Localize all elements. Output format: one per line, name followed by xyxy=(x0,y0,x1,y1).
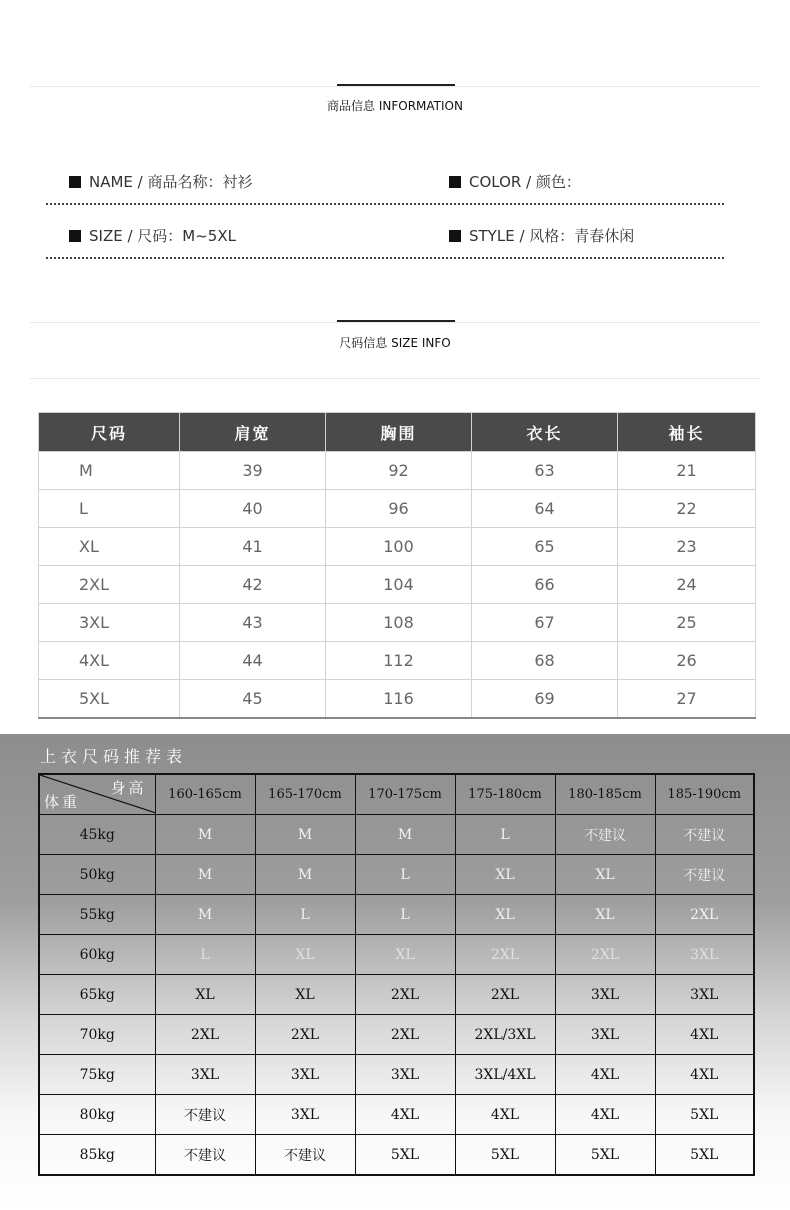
table-cell: 4XL xyxy=(355,1095,455,1135)
table-cell: 66 xyxy=(472,566,618,604)
recommend-table xyxy=(38,773,755,1176)
size-table xyxy=(38,412,756,719)
table-cell: 21 xyxy=(618,452,756,490)
table-cell: XL xyxy=(555,895,655,935)
table-cell: 不建议 xyxy=(555,815,655,855)
size-cell: 4XL xyxy=(39,642,180,680)
table-cell: L xyxy=(355,855,455,895)
table-cell: L xyxy=(455,815,555,855)
header-cell: 尺码 xyxy=(39,413,180,452)
table-cell: 5XL xyxy=(655,1135,754,1176)
table-cell: M xyxy=(155,815,255,855)
table-cell: 3XL xyxy=(155,1055,255,1095)
weight-cell: 55kg xyxy=(39,895,155,935)
table-cell: XL xyxy=(455,855,555,895)
height-header: 165-170cm xyxy=(255,774,355,815)
info-style xyxy=(449,225,634,246)
table-cell: 44 xyxy=(180,642,326,680)
size-cell: XL xyxy=(39,528,180,566)
table-cell: M xyxy=(255,815,355,855)
table-cell: L xyxy=(155,935,255,975)
info-name-text: NAME / 商品名称：衬衫 xyxy=(89,173,253,191)
weight-cell: 65kg xyxy=(39,975,155,1015)
table-cell: 不建议 xyxy=(155,1095,255,1135)
table-cell: 40 xyxy=(180,490,326,528)
table-cell: 24 xyxy=(618,566,756,604)
table-row xyxy=(39,1015,754,1055)
header-cell: 衣长 xyxy=(472,413,618,452)
table-row xyxy=(39,642,756,680)
header-cell: 肩宽 xyxy=(180,413,326,452)
size-section-title: 尺码信息 SIZE INFO xyxy=(339,336,451,350)
table-cell: 2XL xyxy=(555,935,655,975)
table-cell: 5XL xyxy=(355,1135,455,1176)
weight-cell: 60kg xyxy=(39,935,155,975)
table-cell: 68 xyxy=(472,642,618,680)
table-cell: 64 xyxy=(472,490,618,528)
table-cell: 3XL xyxy=(655,935,754,975)
table-row xyxy=(39,566,756,604)
table-cell: 4XL xyxy=(455,1095,555,1135)
table-cell: L xyxy=(355,895,455,935)
info-name xyxy=(69,171,253,192)
square-bullet-icon xyxy=(449,176,461,188)
table-cell: 不建议 xyxy=(655,815,754,855)
weight-cell: 70kg xyxy=(39,1015,155,1055)
table-cell: 23 xyxy=(618,528,756,566)
size-table-header xyxy=(39,413,756,452)
weight-cell: 75kg xyxy=(39,1055,155,1095)
table-row xyxy=(39,1095,754,1135)
corner-weight-label: 体重 xyxy=(44,793,81,811)
table-row xyxy=(39,975,754,1015)
size-cell: 5XL xyxy=(39,680,180,719)
table-cell: 2XL xyxy=(155,1015,255,1055)
corner-cell xyxy=(39,774,155,815)
table-cell: 67 xyxy=(472,604,618,642)
weight-cell: 45kg xyxy=(39,815,155,855)
table-cell: 39 xyxy=(180,452,326,490)
table-cell: 108 xyxy=(326,604,472,642)
table-cell: 不建议 xyxy=(655,855,754,895)
table-row xyxy=(39,680,756,719)
weight-cell: 85kg xyxy=(39,1135,155,1176)
size-cell: 3XL xyxy=(39,604,180,642)
size-bottom-line xyxy=(30,378,760,379)
table-cell: 2XL/3XL xyxy=(455,1015,555,1055)
info-size-text: SIZE / 尺码：M~5XL xyxy=(89,227,236,245)
table-row xyxy=(39,490,756,528)
info-section-title: 商品信息 INFORMATION xyxy=(327,99,463,113)
table-cell: 69 xyxy=(472,680,618,719)
table-cell: 22 xyxy=(618,490,756,528)
dotted-divider xyxy=(46,257,724,259)
table-cell: 2XL xyxy=(255,1015,355,1055)
weight-cell: 80kg xyxy=(39,1095,155,1135)
recommend-title: 上衣尺码推荐表 xyxy=(40,747,188,766)
table-cell: 104 xyxy=(326,566,472,604)
table-cell: 3XL xyxy=(555,1015,655,1055)
table-cell: 42 xyxy=(180,566,326,604)
square-bullet-icon xyxy=(449,230,461,242)
table-cell: M xyxy=(255,855,355,895)
info-color-text: COLOR / 颜色： xyxy=(469,173,581,191)
header-cell: 袖长 xyxy=(618,413,756,452)
table-cell: 2XL xyxy=(455,975,555,1015)
table-cell: 3XL xyxy=(255,1095,355,1135)
table-cell: M xyxy=(355,815,455,855)
table-cell: L xyxy=(255,895,355,935)
info-size xyxy=(69,225,236,246)
square-bullet-icon xyxy=(69,176,81,188)
dotted-divider xyxy=(46,203,724,205)
table-cell: 4XL xyxy=(655,1015,754,1055)
table-cell: 2XL xyxy=(455,935,555,975)
weight-cell: 50kg xyxy=(39,855,155,895)
size-title-rule xyxy=(337,320,455,322)
table-row xyxy=(39,528,756,566)
height-header: 185-190cm xyxy=(655,774,754,815)
table-cell: 3XL xyxy=(255,1055,355,1095)
table-cell: 92 xyxy=(326,452,472,490)
table-row xyxy=(39,1135,754,1176)
table-cell: 3XL/4XL xyxy=(455,1055,555,1095)
table-cell: 5XL xyxy=(555,1135,655,1176)
table-cell: 112 xyxy=(326,642,472,680)
table-cell: XL xyxy=(255,935,355,975)
height-header: 180-185cm xyxy=(555,774,655,815)
table-cell: M xyxy=(155,855,255,895)
height-header: 175-180cm xyxy=(455,774,555,815)
size-cell: M xyxy=(39,452,180,490)
table-cell: 3XL xyxy=(355,1055,455,1095)
table-cell: 100 xyxy=(326,528,472,566)
table-cell: 25 xyxy=(618,604,756,642)
size-cell: L xyxy=(39,490,180,528)
table-cell: 27 xyxy=(618,680,756,719)
size-top-line xyxy=(30,322,760,323)
table-row xyxy=(39,895,754,935)
table-cell: 96 xyxy=(326,490,472,528)
info-style-text: STYLE / 风格：青春休闲 xyxy=(469,227,635,245)
size-cell: 2XL xyxy=(39,566,180,604)
table-cell: M xyxy=(155,895,255,935)
corner-height-label: 身高 xyxy=(110,779,147,797)
table-cell: 不建议 xyxy=(155,1135,255,1176)
table-row xyxy=(39,452,756,490)
table-row xyxy=(39,604,756,642)
table-row xyxy=(39,815,754,855)
height-header: 160-165cm xyxy=(155,774,255,815)
table-row xyxy=(39,855,754,895)
recommend-header-row xyxy=(39,774,754,815)
table-cell: XL xyxy=(355,935,455,975)
info-top-line xyxy=(30,86,760,87)
info-color xyxy=(449,171,581,192)
info-title-rule xyxy=(337,84,455,86)
table-cell: XL xyxy=(155,975,255,1015)
table-cell: XL xyxy=(555,855,655,895)
table-cell: 不建议 xyxy=(255,1135,355,1176)
table-cell: 2XL xyxy=(355,975,455,1015)
table-cell: 3XL xyxy=(655,975,754,1015)
table-cell: 5XL xyxy=(655,1095,754,1135)
table-cell: 4XL xyxy=(555,1095,655,1135)
table-cell: 63 xyxy=(472,452,618,490)
table-cell: 26 xyxy=(618,642,756,680)
table-cell: 2XL xyxy=(355,1015,455,1055)
table-cell: 4XL xyxy=(655,1055,754,1095)
header-cell: 胸围 xyxy=(326,413,472,452)
table-cell: 2XL xyxy=(655,895,754,935)
height-header: 170-175cm xyxy=(355,774,455,815)
table-cell: 116 xyxy=(326,680,472,719)
square-bullet-icon xyxy=(69,230,81,242)
table-cell: 41 xyxy=(180,528,326,566)
table-cell: 3XL xyxy=(555,975,655,1015)
table-row xyxy=(39,935,754,975)
table-cell: XL xyxy=(455,895,555,935)
table-cell: XL xyxy=(255,975,355,1015)
table-cell: 43 xyxy=(180,604,326,642)
table-cell: 65 xyxy=(472,528,618,566)
table-row xyxy=(39,1055,754,1095)
table-cell: 5XL xyxy=(455,1135,555,1176)
table-cell: 4XL xyxy=(555,1055,655,1095)
table-cell: 45 xyxy=(180,680,326,719)
